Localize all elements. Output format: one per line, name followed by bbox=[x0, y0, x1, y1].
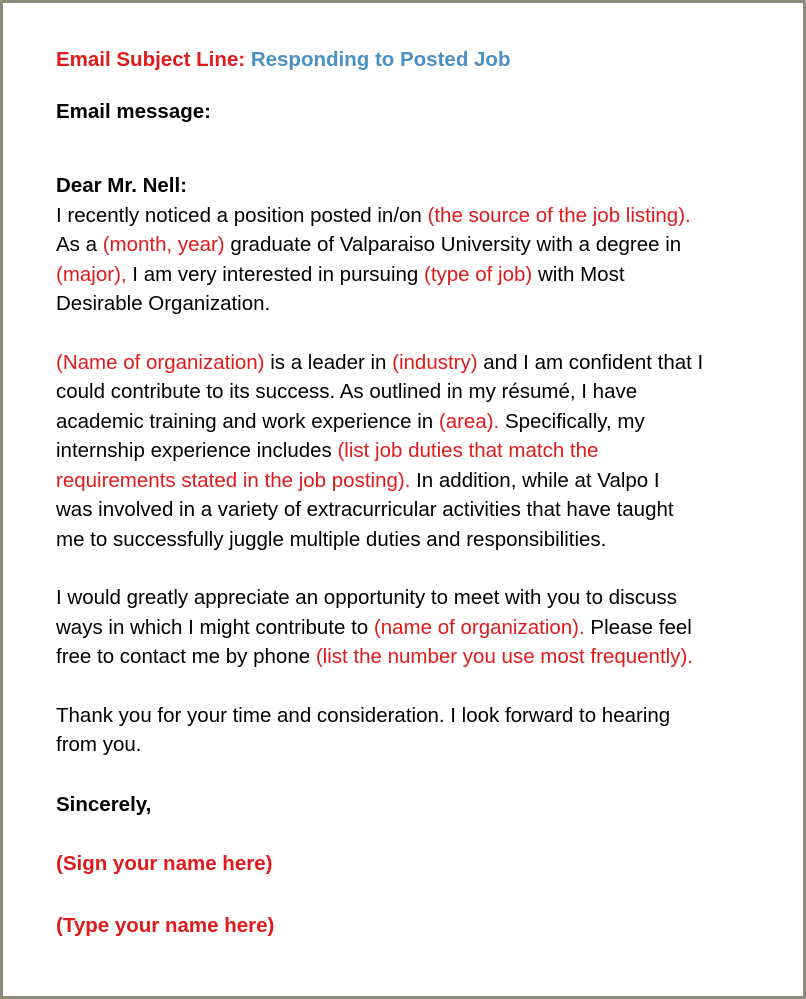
signature-placeholder: (Sign your name here) bbox=[56, 852, 273, 875]
text-line bbox=[56, 201, 776, 231]
placeholder-text: (list job duties that match the bbox=[337, 439, 599, 462]
placeholder-text: (the source of the job listing). bbox=[427, 203, 691, 227]
body-text: internship experience includes bbox=[56, 439, 338, 462]
subject-value: Responding to Posted Job bbox=[250, 48, 511, 71]
typed-name-placeholder: (Type your name here) bbox=[56, 913, 275, 937]
text-line bbox=[56, 407, 776, 437]
text-line bbox=[56, 583, 776, 613]
body-text: with Most bbox=[532, 262, 625, 286]
body-text: Thank you for your time and consideration. I look forward to hearing bbox=[56, 703, 671, 727]
paragraph-3 bbox=[56, 583, 776, 672]
paragraph-4 bbox=[56, 701, 776, 760]
body-text: me to successfully juggle multiple duties and responsibilities. bbox=[56, 527, 607, 551]
message-label: Email message: bbox=[56, 99, 211, 123]
body-text: Please feel bbox=[584, 615, 692, 639]
placeholder-text: (type of job) bbox=[424, 262, 533, 286]
text-line bbox=[56, 436, 776, 466]
placeholder-text: (Name of organization) bbox=[56, 350, 265, 374]
body-text: Specifically, my bbox=[499, 409, 645, 433]
body-text: could contribute to its success. As outlined in my résumé, I have bbox=[56, 380, 638, 403]
body-text: graduate of Valparaiso University with a degree in bbox=[224, 233, 682, 256]
text-line bbox=[56, 642, 776, 672]
body-text: free to contact me by phone bbox=[56, 645, 316, 668]
body-text: Desirable Organization. bbox=[56, 292, 271, 315]
body-text: from you. bbox=[56, 733, 142, 756]
text-line bbox=[56, 466, 776, 496]
text-line bbox=[56, 613, 776, 643]
body-text: In addition, while at Valpo I bbox=[410, 468, 660, 492]
placeholder-text: (major), bbox=[56, 262, 127, 286]
paragraph-1 bbox=[56, 201, 776, 319]
body-text: is a leader in bbox=[264, 350, 393, 374]
body-text: ways in which I might contribute to bbox=[56, 615, 374, 639]
text-line bbox=[56, 730, 776, 760]
placeholder-text: (area). bbox=[438, 409, 500, 433]
text-line bbox=[56, 525, 776, 555]
email-template-document bbox=[56, 45, 776, 940]
body-text: academic training and work experience in bbox=[56, 409, 439, 433]
text-line bbox=[56, 377, 776, 407]
placeholder-text: (list the number you use most frequently). bbox=[315, 645, 693, 668]
text-line bbox=[56, 701, 776, 731]
placeholder-text: (industry) bbox=[392, 350, 478, 374]
placeholder-text: (name of organization). bbox=[373, 615, 585, 639]
text-line bbox=[56, 260, 776, 290]
closing: Sincerely, bbox=[56, 792, 152, 816]
paragraph-2 bbox=[56, 348, 776, 555]
body-text: and I am confident that I bbox=[477, 350, 704, 374]
body-text: was involved in a variety of extracurricular activities that have taught bbox=[56, 498, 674, 521]
body-text: I would greatly appreciate an opportunity to meet with you to discuss bbox=[56, 586, 678, 609]
body-text: As a bbox=[56, 233, 103, 256]
placeholder-text: requirements stated in the job posting). bbox=[56, 468, 411, 492]
body-text: I am very interested in pursuing bbox=[126, 262, 424, 286]
subject-line bbox=[56, 45, 776, 75]
text-line bbox=[56, 495, 776, 525]
body-text: I recently noticed a position posted in/on bbox=[56, 203, 428, 227]
subject-label: Email Subject Line: bbox=[56, 48, 246, 71]
text-line bbox=[56, 230, 776, 260]
salutation: Dear Mr. Nell: bbox=[56, 174, 188, 197]
placeholder-text: (month, year) bbox=[102, 233, 225, 256]
text-line bbox=[56, 289, 776, 319]
text-line bbox=[56, 348, 776, 378]
